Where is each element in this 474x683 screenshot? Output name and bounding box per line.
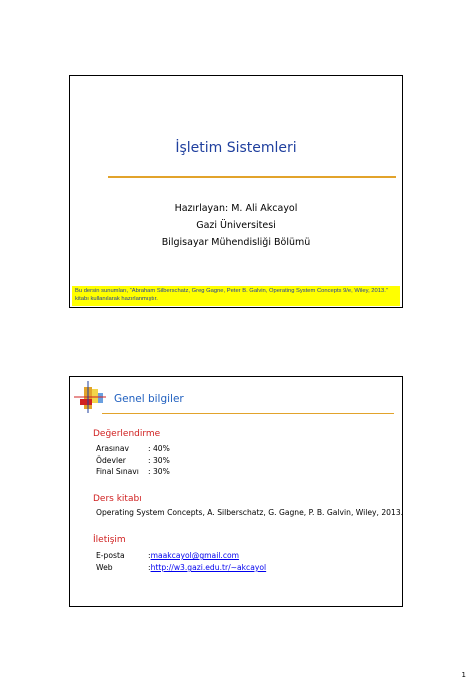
author-line: Hazırlayan: M. Ali Akcayol [174, 203, 298, 214]
slide-decoration-icon [70, 377, 110, 417]
evaluation-table [96, 443, 170, 478]
web-separator: : [148, 563, 151, 572]
contact-heading: İletişim [93, 535, 126, 545]
book-reference: Operating System Concepts, A. Silberschatz, G. Gagne, P. B. Galvin, Wiley, 2013. [96, 508, 404, 517]
evaluation-row [96, 443, 170, 455]
evaluation-label: Final Sınavı [96, 467, 139, 476]
evaluation-label: Ödevler [96, 455, 126, 465]
page-number: 1 [461, 671, 466, 679]
slide-title: Genel bilgiler [114, 393, 184, 405]
evaluation-row [96, 455, 170, 467]
web-label: Web [96, 563, 113, 572]
title-underline [102, 413, 394, 414]
evaluation-value: : 40% [148, 444, 170, 453]
general-info-slide [69, 376, 403, 607]
evaluation-value: : 30% [148, 467, 170, 476]
email-label: E-posta [96, 551, 125, 560]
book-heading: Ders kitabı [93, 494, 142, 504]
email-link[interactable]: maakcayol@gmail.com [150, 551, 240, 560]
university-line: Gazi Üniversitesi [196, 220, 276, 231]
department-line: Bilgisayar Mühendisliği Bölümü [161, 237, 311, 248]
title-slide [69, 75, 403, 308]
evaluation-value: : 30% [148, 455, 170, 465]
evaluation-label: Arasınav [96, 444, 129, 453]
contact-table [96, 550, 266, 574]
email-separator: : [148, 551, 151, 560]
author-block [70, 200, 402, 251]
evaluation-row [96, 466, 170, 478]
evaluation-heading: Değerlendirme [93, 429, 161, 439]
email-row [96, 550, 266, 562]
slide-title: İşletim Sistemleri [175, 140, 297, 156]
web-link[interactable]: http://w3.gazi.edu.tr/~akcayol [150, 563, 267, 572]
web-row [96, 562, 266, 574]
source-note: Bu dersin sunumları, “Abraham Silberschatz, Greg Gagne, Peter B. Galvin, Operating System Concepts 9/e, Wiley, 2013.” kitabı kullanılarak hazırlanmıştır. [72, 286, 400, 306]
title-underline [108, 176, 396, 178]
